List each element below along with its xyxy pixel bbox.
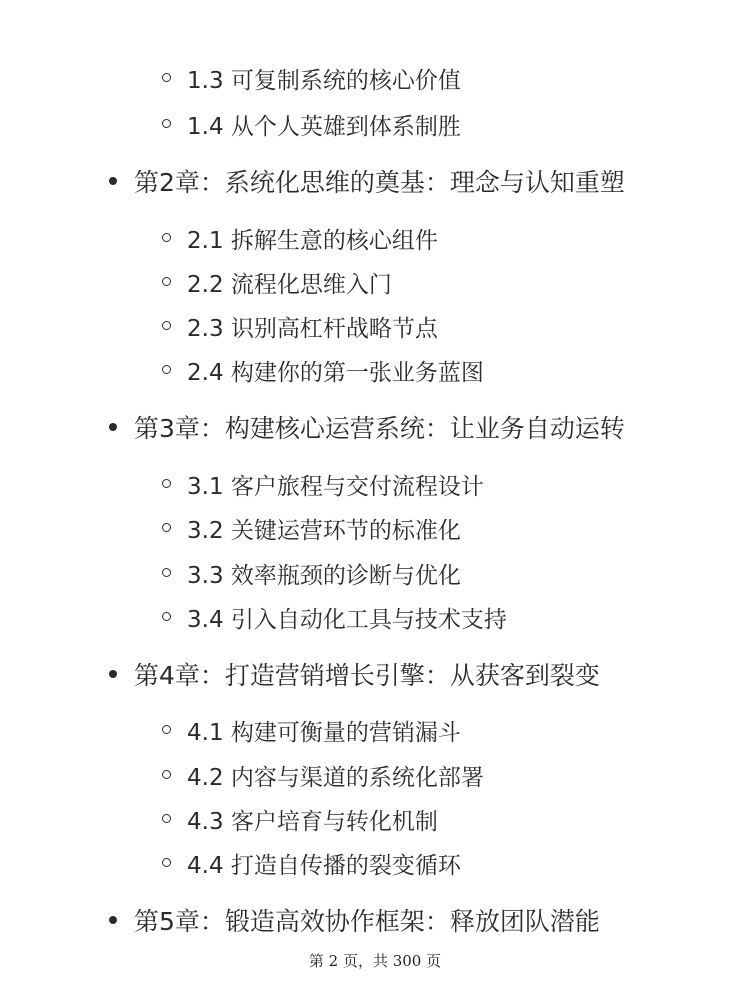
hollow-bullet-icon: [162, 612, 171, 621]
toc-chapter-label: 第2章：系统化思维的奠基：理念与认知重塑: [134, 168, 625, 197]
toc-section-label: 1.3 可复制系统的核心价值: [187, 67, 461, 94]
toc-section-label: 1.4 从个人英雄到体系制胜: [187, 113, 461, 140]
toc-section-label: 4.4 打造自传播的裂变循环: [187, 852, 461, 879]
toc-section-label: 3.4 引入自动化工具与技术支持: [187, 606, 507, 633]
toc-section-label: 2.4 构建你的第一张业务蓝图: [187, 359, 484, 386]
toc-section-label: 4.2 内容与渠道的系统化部署: [187, 764, 484, 791]
solid-bullet-icon: [109, 916, 117, 924]
toc-section-label: 4.3 客户培育与转化机制: [187, 808, 438, 835]
hollow-bullet-icon: [162, 73, 171, 82]
toc-section-label: 3.1 客户旅程与交付流程设计: [187, 473, 484, 500]
solid-bullet-icon: [109, 177, 117, 185]
toc-chapter-label: 第4章：打造营销增长引擎：从获客到裂变: [134, 661, 600, 690]
hollow-bullet-icon: [162, 814, 171, 823]
hollow-bullet-icon: [162, 479, 171, 488]
toc-section-label: 3.3 效率瓶颈的诊断与优化: [187, 562, 461, 589]
hollow-bullet-icon: [162, 568, 171, 577]
hollow-bullet-icon: [162, 277, 171, 286]
hollow-bullet-icon: [162, 321, 171, 330]
solid-bullet-icon: [109, 670, 117, 678]
toc-section-label: 2.3 识别高杠杆战略节点: [187, 315, 438, 342]
hollow-bullet-icon: [162, 770, 171, 779]
toc-section-label: 2.1 拆解生意的核心组件: [187, 227, 438, 254]
solid-bullet-icon: [109, 423, 117, 431]
hollow-bullet-icon: [162, 858, 171, 867]
hollow-bullet-icon: [162, 725, 171, 734]
toc-chapter-label: 第5章：锻造高效协作框架：释放团队潜能: [134, 907, 600, 936]
toc-section-label: 2.2 流程化思维入门: [187, 271, 392, 298]
page-number: 第 2 页，共 300 页: [308, 952, 442, 970]
hollow-bullet-icon: [162, 523, 171, 532]
hollow-bullet-icon: [162, 365, 171, 374]
toc-chapter-label: 第3章：构建核心运营系统：让业务自动运转: [134, 414, 625, 443]
hollow-bullet-icon: [162, 119, 171, 128]
toc-section-label: 3.2 关键运营环节的标准化: [187, 517, 461, 544]
hollow-bullet-icon: [162, 233, 171, 242]
toc-section-label: 4.1 构建可衡量的营销漏斗: [187, 719, 461, 746]
